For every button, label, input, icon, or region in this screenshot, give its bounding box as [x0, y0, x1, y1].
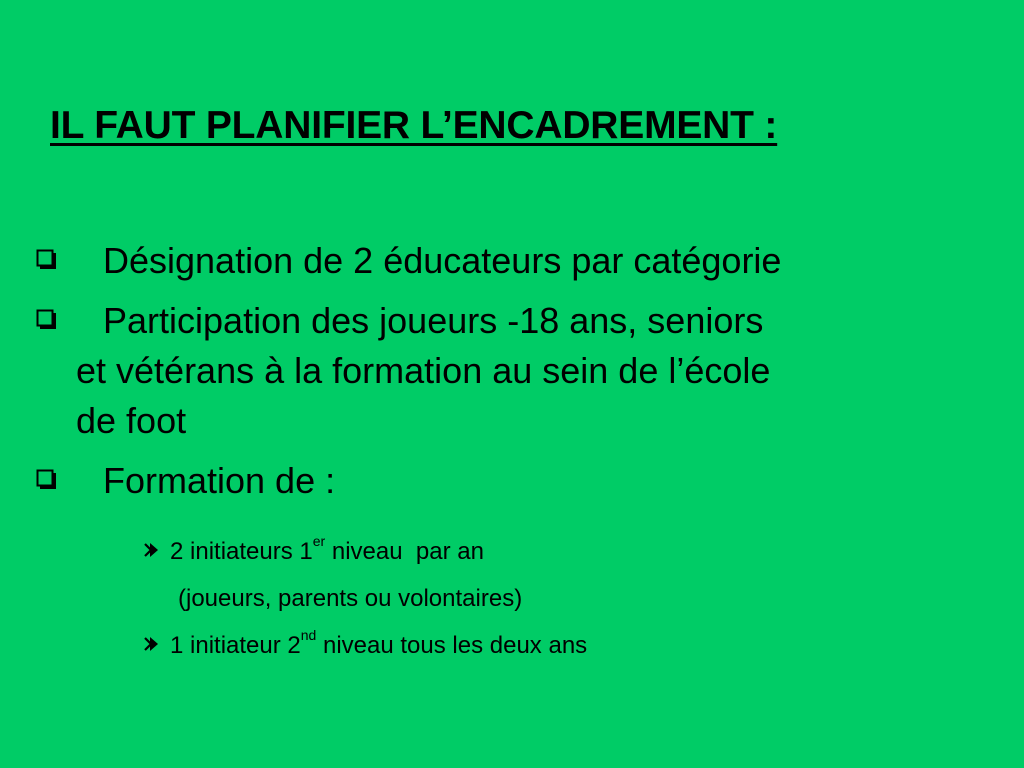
sub-bullet-text: niveau tous les deux ans — [316, 632, 588, 659]
checkbox-bullet-icon — [36, 469, 58, 491]
bullet-item — [36, 296, 996, 446]
bullet-list — [36, 236, 996, 516]
checkbox-bullet-icon — [36, 309, 58, 331]
bullet-text: Désignation de 2 éducateurs par catégorie — [103, 240, 782, 281]
bullet-text-line: de foot — [76, 400, 187, 441]
sub-bullet-text: niveau par an — [325, 538, 484, 565]
bullet-text-line: et vétérans à la formation au sein de l’école — [76, 350, 771, 391]
sub-bullet-continuation — [142, 585, 902, 632]
arrow-bullet-icon — [142, 634, 162, 654]
sub-bullet-text: (joueurs, parents ou volontaires) — [178, 585, 523, 612]
sub-bullet-item — [142, 627, 902, 679]
bullet-item — [36, 456, 996, 506]
ordinal-suffix: nd — [300, 627, 317, 643]
ordinal-suffix: er — [312, 533, 326, 549]
arrow-bullet-icon — [142, 540, 162, 560]
checkbox-bullet-icon — [36, 249, 58, 271]
bullet-text-line: Participation des joueurs -18 ans, seniors — [103, 300, 764, 341]
bullet-item — [36, 236, 996, 286]
sub-bullet-list — [142, 533, 902, 679]
slide-title: IL FAUT PLANIFIER L’ENCADREMENT : — [50, 104, 778, 147]
sub-bullet-text: 1 initiateur 2 — [170, 632, 301, 659]
sub-bullet-item — [142, 533, 902, 585]
bullet-text: Formation de : — [103, 460, 336, 501]
sub-bullet-text: 2 initiateurs 1 — [170, 538, 313, 565]
